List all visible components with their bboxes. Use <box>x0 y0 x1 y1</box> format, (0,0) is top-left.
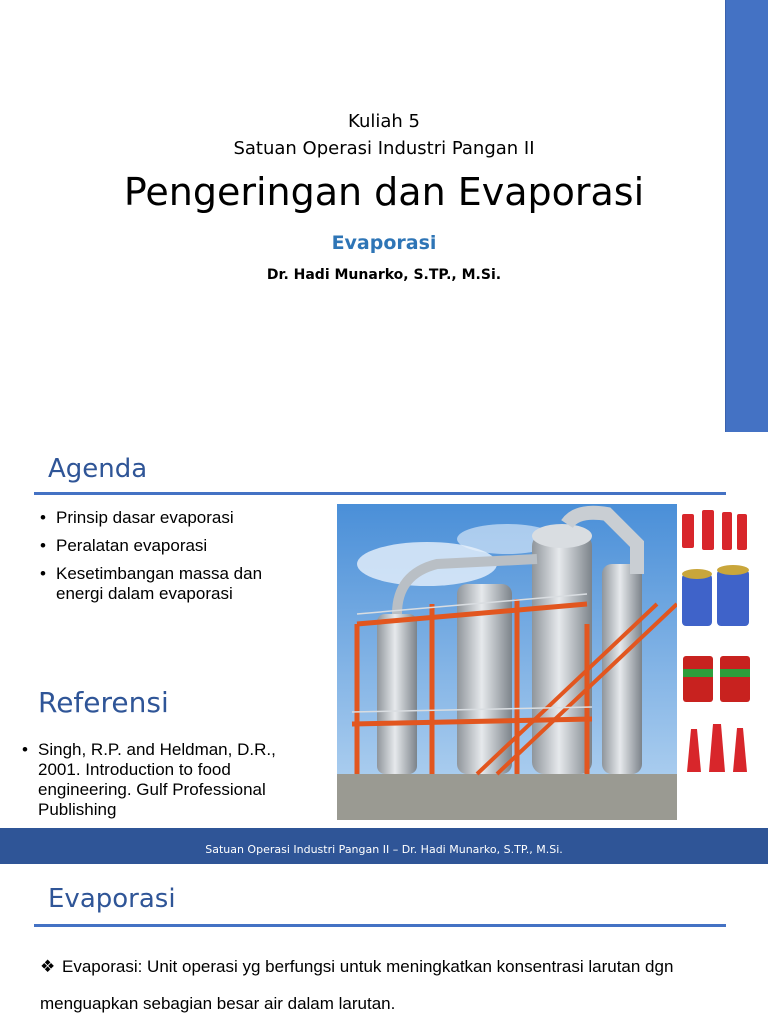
evaporator-plant-photo <box>337 504 755 820</box>
footer-text: Satuan Operasi Industri Pangan II – Dr. Hadi Munarko, S.TP., M.Si. <box>205 843 563 856</box>
evaporasi-slide <box>0 864 768 1024</box>
agenda-heading: Agenda <box>48 454 148 484</box>
agenda-slide <box>0 432 768 864</box>
accent-side-bar <box>725 0 768 432</box>
definition-text: Evaporasi: Unit operasi yg berfungsi untuk meningkatkan konsentrasi larutan dgn menguapkan sebagian besar air dalam larutan. <box>40 957 674 1013</box>
evaporator-plant-illustration <box>337 504 755 820</box>
author-name: Dr. Hadi Munarko, S.TP., M.Si. <box>266 267 502 283</box>
agenda-list <box>40 508 310 612</box>
diamond-bullet-icon: ❖ <box>40 957 56 976</box>
lecture-number: Kuliah 5 <box>348 111 420 132</box>
title-slide <box>0 0 768 432</box>
heading-divider <box>34 492 726 495</box>
slide-subtitle: Evaporasi <box>331 232 437 254</box>
evaporasi-heading: Evaporasi <box>48 884 176 914</box>
definition-paragraph <box>40 948 730 1022</box>
reference-heading: Referensi <box>38 686 169 719</box>
course-name: Satuan Operasi Industri Pangan II <box>233 138 535 159</box>
list-item: • Prinsip dasar evaporasi <box>40 508 310 528</box>
list-item: • Kesetimbangan massa dan energi dalam evaporasi <box>40 564 310 604</box>
slide-title: Pengeringan dan Evaporasi <box>123 170 645 214</box>
reference-list <box>22 740 282 828</box>
heading-divider <box>34 924 726 927</box>
list-item: • Singh, R.P. and Heldman, D.R., 2001. Introduction to food engineering. Gulf Professional Publishing <box>22 740 282 820</box>
list-item: • Peralatan evaporasi <box>40 536 310 556</box>
